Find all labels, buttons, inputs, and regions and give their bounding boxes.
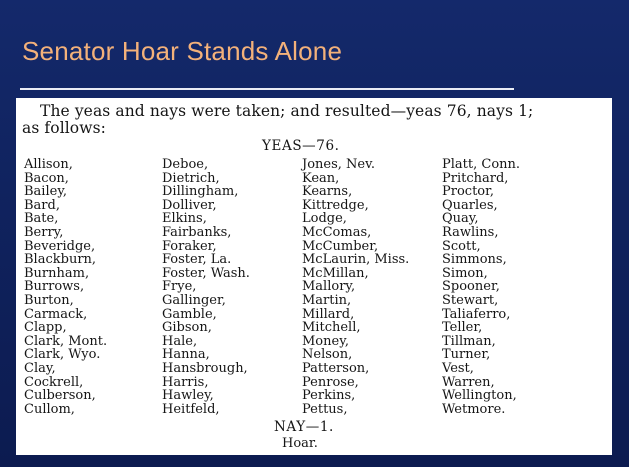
senator-name: Heitfeld, bbox=[162, 401, 220, 417]
senator-name: Allison, bbox=[24, 157, 73, 172]
senator-name: Tillman, bbox=[442, 333, 496, 349]
senator-name: Culberson, bbox=[24, 388, 96, 404]
senator-name: Dolliver, bbox=[162, 197, 217, 213]
senator-name: Quarles, bbox=[442, 197, 498, 213]
senator-name: Hawley, bbox=[162, 388, 214, 404]
nay-heading: NAY—1. bbox=[274, 419, 334, 435]
senator-name: Bard, bbox=[24, 197, 60, 213]
senator-name: Clapp, bbox=[24, 320, 67, 336]
senator-name: Mitchell, bbox=[302, 320, 361, 336]
senator-name: Scott, bbox=[442, 238, 481, 254]
senator-name: Kean, bbox=[302, 170, 340, 186]
senator-name: Cullom, bbox=[24, 401, 75, 417]
senator-name: Rawlins, bbox=[442, 224, 499, 240]
senator-name: Bate, bbox=[24, 211, 59, 227]
senator-name: Gallinger, bbox=[162, 292, 226, 308]
senator-name: Carmack, bbox=[24, 306, 88, 322]
senator-name: Clark, Mont. bbox=[24, 333, 108, 349]
senator-name: Mallory, bbox=[302, 279, 356, 295]
senator-name: Hansbrough, bbox=[162, 360, 248, 376]
title-divider bbox=[20, 88, 514, 90]
senator-name: Taliaferro, bbox=[442, 306, 511, 322]
senator-name: Money, bbox=[302, 333, 349, 349]
senator-name: Perkins, bbox=[302, 388, 356, 404]
yeas-column-4 bbox=[442, 158, 520, 416]
senator-name: Kearns, bbox=[302, 184, 353, 200]
senator-name: Martin, bbox=[302, 292, 352, 308]
senator-name: Wellington, bbox=[442, 388, 517, 404]
senator-name: Vest, bbox=[442, 360, 474, 376]
senator-name: Stewart, bbox=[442, 292, 499, 308]
senator-name: Elkins, bbox=[162, 211, 207, 227]
senator-name: Bacon, bbox=[24, 170, 69, 186]
senator-name: Harris, bbox=[162, 374, 209, 390]
senator-name: Penrose, bbox=[302, 374, 359, 390]
senator-name: Kittredge, bbox=[302, 197, 369, 213]
scanned-document bbox=[16, 98, 612, 455]
senator-name: Spooner, bbox=[442, 279, 500, 295]
senator-name: Gibson, bbox=[162, 320, 212, 336]
intro-text bbox=[22, 103, 607, 137]
senator-name: Frye, bbox=[162, 279, 197, 295]
intro-line: The yeas and nays were taken; and resulted—yeas 76, nays 1; bbox=[40, 102, 534, 120]
senator-name: McCumber, bbox=[302, 238, 379, 254]
senator-name: Cockrell, bbox=[24, 374, 84, 390]
senator-name: Dillingham, bbox=[162, 184, 239, 200]
senator-name: Hanna, bbox=[162, 347, 210, 363]
senator-name: Pettus, bbox=[302, 401, 348, 417]
senator-name: Berry, bbox=[24, 224, 64, 240]
senator-name: McComas, bbox=[302, 224, 372, 240]
senator-name: Dietrich, bbox=[162, 170, 220, 186]
senator-name: Patterson, bbox=[302, 360, 370, 376]
senator-name: Burnham, bbox=[24, 265, 90, 281]
senator-name: Foraker, bbox=[162, 238, 217, 254]
senator-name: McMillan, bbox=[302, 265, 369, 281]
yeas-heading: YEAS—76. bbox=[262, 138, 340, 154]
senator-name: Bailey, bbox=[24, 184, 68, 200]
slide-title: Senator Hoar Stands Alone bbox=[22, 36, 343, 66]
senator-name: Foster, La. bbox=[162, 252, 232, 268]
senator-name: Blackburn, bbox=[24, 252, 97, 268]
senator-name: Pritchard, bbox=[442, 170, 509, 186]
senator-name: Simon, bbox=[442, 265, 488, 281]
senator-name: Wetmore. bbox=[442, 401, 506, 417]
senator-name: Clark, Wyo. bbox=[24, 347, 101, 363]
senator-name: Fairbanks, bbox=[162, 224, 232, 240]
senator-name: Foster, Wash. bbox=[162, 265, 250, 281]
senator-name: Burrows, bbox=[24, 279, 85, 295]
senator-name: Teller, bbox=[442, 320, 483, 336]
senator-name: Beveridge, bbox=[24, 238, 96, 254]
yeas-column-2 bbox=[162, 158, 250, 416]
senator-name: Gamble, bbox=[162, 306, 217, 322]
senator-name: Proctor, bbox=[442, 184, 495, 200]
senator-name: Deboe, bbox=[162, 157, 209, 172]
yeas-column-1 bbox=[24, 158, 107, 416]
yeas-column-3 bbox=[302, 158, 409, 416]
senator-name: Millard, bbox=[302, 306, 355, 322]
senator-name: Turner, bbox=[442, 347, 491, 363]
intro-line: as follows: bbox=[22, 119, 106, 137]
nay-senator-name: Hoar. bbox=[282, 436, 318, 451]
senator-name: Warren, bbox=[442, 374, 495, 390]
senator-name: Nelson, bbox=[302, 347, 353, 363]
senator-name: McLaurin, Miss. bbox=[302, 252, 410, 268]
senator-name: Jones, Nev. bbox=[302, 157, 376, 172]
senator-name: Simmons, bbox=[442, 252, 507, 268]
senator-name: Lodge, bbox=[302, 211, 347, 227]
senator-name: Hale, bbox=[162, 333, 198, 349]
senator-name: Quay, bbox=[442, 211, 479, 227]
senator-name: Burton, bbox=[24, 292, 74, 308]
senator-name: Platt, Conn. bbox=[442, 157, 521, 172]
senator-name: Clay, bbox=[24, 360, 56, 376]
